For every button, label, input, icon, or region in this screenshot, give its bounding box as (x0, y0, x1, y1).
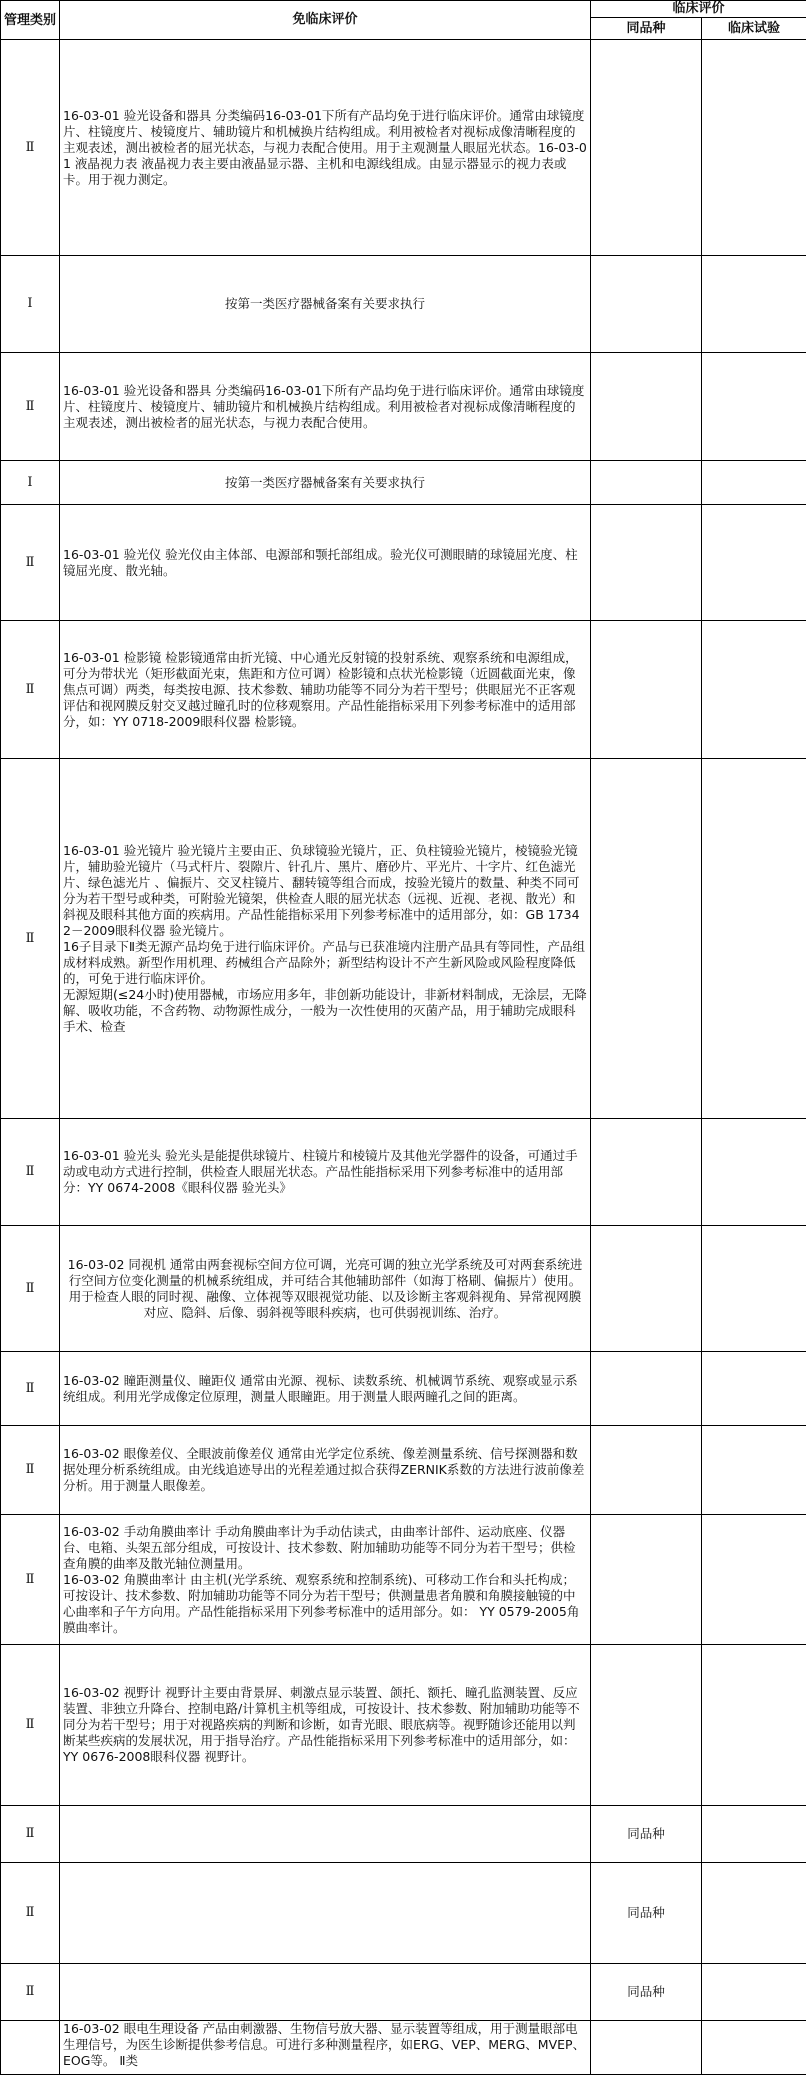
same-type-cell (591, 461, 702, 505)
description-paragraph: 16-03-02 眼电生理设备 产品由刺激器、生物信号放大器、显示装置等组成，用于测量眼部电生理信号，为医生诊断提供参考信息。可进行多种测量程序，如ERG、VEP、MERG、MVEP、EOG等。 Ⅱ类 (63, 2021, 586, 2068)
table-row (1, 621, 806, 759)
table-row (1, 40, 806, 256)
clinical-trial-cell (702, 1863, 806, 1964)
description-paragraph: 16-03-02 角膜曲率计 由主机(光学系统、观察系统和控制系统)、可移动工作台和头托构成；可按设计、技术参数、附加辅助功能等不同分为若干型号；供测量患者角膜和角膜接触镜的中心曲率和子午方向用。产品性能指标采用下列参考标准中的适用部分。如： YY 0579-2005角膜曲率计。 (63, 1571, 580, 1635)
exempt-description-cell (60, 1352, 591, 1426)
exempt-description-cell (60, 1806, 591, 1863)
exempt-description-cell (60, 1964, 591, 2021)
same-type-cell (591, 621, 702, 759)
table-row (1, 1119, 806, 1226)
same-type-cell (591, 1352, 702, 1426)
class-cell: Ⅱ (1, 1226, 60, 1352)
exempt-description-cell (60, 1515, 591, 1645)
table-row (1, 1515, 806, 1645)
clinical-trial-cell (702, 1226, 806, 1352)
clinical-trial-cell (702, 1964, 806, 2021)
header-exempt: 免临床评价 (60, 1, 591, 40)
class-cell: Ⅱ (1, 1515, 60, 1645)
exempt-description-cell (60, 1119, 591, 1226)
class-cell: Ⅱ (1, 1806, 60, 1863)
same-type-cell (591, 1515, 702, 1645)
class-cell: Ⅱ (1, 1426, 60, 1515)
exempt-description-cell (60, 461, 591, 505)
class-cell: Ⅱ (1, 1964, 60, 2021)
exempt-description-cell (60, 759, 591, 1119)
class-cell: Ⅱ (1, 1119, 60, 1226)
clinical-trial-cell (702, 353, 806, 461)
clinical-trial-cell (702, 1645, 806, 1806)
description-paragraph: 16-03-02 同视机 通常由两套视标空间方位可调，光亮可调的独立光学系统及可对两套系统进行空间方位变化测量的机械系统组成，并可结合其他辅助部件（如海丁格刷、偏振片）使用。用于检查人眼的同时视、融像、立体视等双眼视觉功能、以及诊断主客观斜视角、异常视网膜对应、隐斜、后像、弱斜视等眼科疾病，也可供弱视训练、治疗。 (67, 1256, 583, 1320)
description-paragraph: 16-03-01 验光设备和器具 分类编码16-03-01下所有产品均免于进行临床评价。通常由球镜度片、柱镜度片、棱镜度片、辅助镜片和机械换片结构组成。利用被检者对视标成像清晰程度的主观表述，测出被检者的屈光状态，与视力表配合使用。 (63, 382, 585, 430)
description-paragraph: 16-03-02 手动角膜曲率计 手动角膜曲率计为手动估读式，由曲率计部件、运动底座、仪器台、电箱、头架五部分组成，可按设计、技术参数、附加辅助功能等不同分为若干型号；供检查角膜的曲率及散光轴位测量用。 (63, 1523, 576, 1571)
description-paragraph: 16-03-01 检影镜 检影镜通常由折光镜、中心通光反射镜的投射系统、观察系统和电源组成，可分为带状光（矩形截面光束，焦距和方位可调）检影镜和点状光检影镜（近圆截面光束，像焦点可调）两类，每类按电源、技术参数、辅助功能等不同分为若干型号；供眼屈光不正客观评估和视网膜反射交叉越过瞳孔时的位移观察用。产品性能指标采用下列参考标准中的适用部分，如：YY 0718-2009眼科仪器 检影镜。 (63, 649, 578, 729)
description-paragraph: 按第一类医疗器械备案有关要求执行 (224, 474, 425, 490)
same-type-cell (591, 256, 702, 353)
table-row (1, 1426, 806, 1515)
header-class: 管理类别 (1, 1, 60, 40)
clinical-trial-cell (702, 759, 806, 1119)
clinical-trial-cell (702, 621, 806, 759)
description-paragraph: 16子目录下Ⅱ类无源产品均免于进行临床评价。产品与已获准境内注册产品具有等同性，产品组成材料成熟。新型作用机理、药械组合产品除外；新型结构设计不产生新风险或风险程度降低的，可免于进行临床评价。 (63, 938, 586, 986)
table-row (1, 256, 806, 353)
class-cell: Ⅱ (1, 505, 60, 621)
class-cell: Ⅱ (1, 1863, 60, 1964)
same-type-cell (591, 2021, 702, 2075)
class-cell: Ⅰ (1, 461, 60, 505)
clinical-trial-cell (702, 505, 806, 621)
exempt-description-cell (60, 256, 591, 353)
exempt-description-cell (60, 1645, 591, 1806)
class-cell: Ⅰ (1, 256, 60, 353)
class-cell: Ⅱ (1, 1352, 60, 1426)
same-type-cell (591, 1226, 702, 1352)
exempt-description-cell (60, 40, 591, 256)
same-type-cell: 同品种 (591, 1964, 702, 2021)
same-type-cell (591, 1119, 702, 1226)
description-paragraph: 16-03-02 瞳距测量仪、瞳距仪 通常由光源、视标、读数系统、机械调节系统、观察或显示系统组成。利用光学成像定位原理，测量人眼瞳距。用于测量人眼两瞳孔之间的距离。 (63, 1372, 578, 1404)
clinical-trial-cell (702, 2021, 806, 2075)
clinical-trial-cell (702, 256, 806, 353)
class-cell: Ⅱ (1, 40, 60, 256)
description-paragraph: 16-03-02 眼像差仪、全眼波前像差仪 通常由光学定位系统、像差测量系统、信号探测器和数据处理分析系统组成。由光线追迹导出的光程差通过拟合获得ZERNIK系数的方法进行波前像差分析。用于测量人眼像差。 (63, 1446, 585, 1493)
header-clinical: 临床评价 (591, 1, 806, 18)
same-type-cell (591, 759, 702, 1119)
header-trial: 临床试验 (702, 18, 806, 40)
clinical-trial-cell (702, 1515, 806, 1645)
clinical-trial-cell (702, 461, 806, 505)
same-type-cell: 同品种 (591, 1863, 702, 1964)
description-paragraph: 16-03-01 验光镜片 验光镜片主要由正、负球镜验光镜片，正、负柱镜验光镜片，棱镜验光镜片，辅助验光镜片（马式杆片、裂隙片、针孔片、黑片、磨砂片、平光片、十字片、红色滤光片、绿色滤光片 、偏振片、交叉柱镜片、翻转镜等组合而成，按验光镜片的数量、种类不同可分为若干型号或种类，可附验光镜架，供检查人眼的屈光状态（远视、近视、老视、散光）和斜视及眼科其他方面的疾病用。产品性能指标采用下列参考标准中的适用部分，如：GB 17342－2009眼科仪器 验光镜片。 (63, 842, 580, 938)
class-cell: Ⅱ (1, 759, 60, 1119)
exempt-description-cell (60, 1863, 591, 1964)
class-cell: Ⅱ (1, 353, 60, 461)
table-row (1, 461, 806, 505)
exempt-description-cell (60, 353, 591, 461)
table-row (1, 1964, 806, 2021)
clinical-trial-cell (702, 1426, 806, 1515)
exempt-description-cell (60, 621, 591, 759)
table-row (1, 1226, 806, 1352)
table-row (1, 505, 806, 621)
same-type-cell (591, 1426, 702, 1515)
same-type-cell (591, 505, 702, 621)
class-cell: Ⅱ (1, 1645, 60, 1806)
clinical-trial-cell (702, 1806, 806, 1863)
same-type-cell (591, 40, 702, 256)
exempt-description-cell (60, 1426, 591, 1515)
same-type-cell: 同品种 (591, 1806, 702, 1863)
clinical-trial-cell (702, 1119, 806, 1226)
class-cell (1, 2021, 60, 2075)
class-cell: Ⅱ (1, 621, 60, 759)
clinical-trial-cell (702, 40, 806, 256)
clinical-trial-cell (702, 1352, 806, 1426)
table-row (1, 1352, 806, 1426)
table-row (1, 353, 806, 461)
table-row (1, 1806, 806, 1863)
description-paragraph: 16-03-01 验光仪 验光仪由主体部、电源部和颚托部组成。验光仪可测眼睛的球镜屈光度、柱镜屈光度、散光轴。 (63, 546, 578, 578)
description-paragraph: 按第一类医疗器械备案有关要求执行 (224, 296, 425, 311)
exempt-description-cell (60, 505, 591, 621)
description-paragraph: 16-03-01 验光头 验光头是能提供球镜片、柱镜片和棱镜片及其他光学器件的设备，可通过手动或电动方式进行控制，供检查人眼屈光状态。产品性能指标采用下列参考标准中的适用部分：YY 0674-2008《眼科仪器 验光头》 (63, 1148, 578, 1195)
table-row (1, 1645, 806, 1806)
table-row (1, 2021, 806, 2075)
table-row (1, 1863, 806, 1964)
same-type-cell (591, 1645, 702, 1806)
exempt-description-cell (60, 1226, 591, 1352)
same-type-cell (591, 353, 702, 461)
description-paragraph: 16-03-01 验光设备和器具 分类编码16-03-01下所有产品均免于进行临床评价。通常由球镜度片、柱镜度片、棱镜度片、辅助镜片和机械换片结构组成。利用被检者对视标成像清晰程度的主观表述，测出被检者的屈光状态，与视力表配合使用。用于主观测量人眼屈光状态。16-03-01 液晶视力表 液晶视力表主要由液晶显示器、主机和电源线组成。由显示器显示的视力表或卡。用于视力测定。 (63, 107, 587, 187)
description-paragraph: 无源短期(≤24小时)使用器械，市场应用多年，非创新功能设计，非新材料制成，无涂层，无降解、吸收功能，不含药物、动物源性成分，一般为一次性使用的灭菌产品，用于辅助完成眼科手术、检查 (63, 986, 587, 1034)
description-paragraph: 16-03-02 视野计 视野计主要由背景屏、刺激点显示装置、颌托、额托、瞳孔监测装置、反应装置、非独立升降台、控制电路/计算机主机等组成，可按设计、技术参数、附加辅助功能等不同分为若干型号；用于对视路疾病的判断和诊断，如青光眼、眼底病等。视野随诊还能用以判断某些疾病的发展状况，用于指导治疗。产品性能指标采用下列参考标准中的适用部分，如： YY 0676-2008眼科仪器 视野计。 (63, 1685, 580, 1764)
header-same-type: 同品种 (591, 18, 702, 40)
table-row (1, 759, 806, 1119)
exempt-description-cell (60, 2021, 591, 2075)
